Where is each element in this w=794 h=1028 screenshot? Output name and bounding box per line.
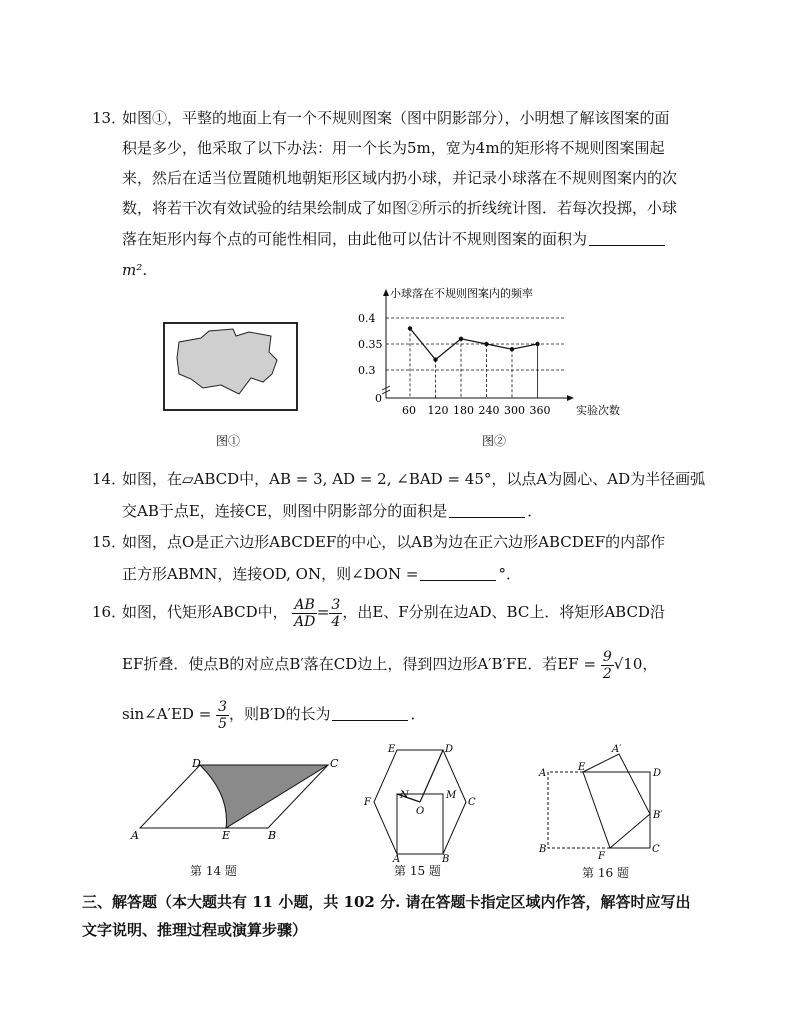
data-point xyxy=(484,342,488,346)
q13-line2: 积是多少，他采取了以下办法：用一个长为5m，宽为4m的矩形将不规则图案围起 xyxy=(122,139,665,157)
y-tick-label: 0.3 xyxy=(358,364,376,377)
fraction-ab-ad xyxy=(292,597,316,630)
x-tick-label: 300 xyxy=(504,404,525,417)
y-tick-label: 0.35 xyxy=(358,338,383,351)
label-q14-b: B xyxy=(268,829,277,842)
ef-num: 9 xyxy=(602,648,612,665)
label-q16-d: D xyxy=(653,768,662,779)
label-q16-f: F xyxy=(598,851,605,862)
ef-root: √10 xyxy=(613,655,643,673)
q15-line1: 如图，点O是正六边形ABCDEF的中心，以AB为边在正六边形ABCDEF的内部作 xyxy=(122,533,666,551)
answer-blank-16[interactable] xyxy=(332,706,408,721)
q16-line3-post: ，则B′D的长为 xyxy=(228,705,331,723)
label-q16-e: E xyxy=(578,762,586,773)
y-tick-label: 0.4 xyxy=(358,312,376,325)
label-q16-a1: A′ xyxy=(612,744,622,755)
section3-line1: 三、解答题（本大题共有 11 小题，共 102 分. 请在答题卡指定区域内作答，解答时应写出 xyxy=(82,893,691,911)
frac1-den: AD xyxy=(293,613,316,630)
q16-line3 xyxy=(122,696,425,732)
label-q16-a: A xyxy=(539,768,547,779)
q16-line1-pre: 如图，代矩形ABCD中， xyxy=(122,603,288,621)
data-point xyxy=(459,337,463,341)
q14-number: 14． xyxy=(92,470,127,488)
x-tick-label: 180 xyxy=(453,404,474,417)
x-tick-label: 360 xyxy=(529,404,551,417)
x-tick-label: 240 xyxy=(478,404,500,417)
label-q15-m: M xyxy=(446,790,457,801)
data-point xyxy=(433,357,437,361)
q13-unit: m² xyxy=(122,261,143,279)
rect-remaining xyxy=(583,772,650,848)
fig1-caption: 图① xyxy=(216,434,241,448)
ef-suffix: ， xyxy=(642,655,658,673)
q15-line2-suffix: °． xyxy=(498,565,521,583)
q16-line1-post: ，出E、F分别在边AD、BC上．将矩形ABCD沿 xyxy=(342,603,665,621)
figure-q14 xyxy=(128,755,343,845)
chart-xlabel: 实验次数 xyxy=(576,404,620,417)
q13-line5-text: 落在矩形内每个点的可能性相同，由此他可以估计不规则图案的面积为 xyxy=(122,230,588,248)
data-point xyxy=(408,326,412,330)
q14-caption: 第 14 题 xyxy=(190,864,237,878)
q13-line3: 来，然后在适当位置随机地朝矩形区域内扔小球，并记录小球落在不规则图案内的次 xyxy=(122,169,678,187)
label-q15-a: A xyxy=(393,854,401,862)
x-tick-label: 60 xyxy=(402,404,416,417)
q14-line1: 如图，在▱ABCD中，AB = 3, AD = 2, ∠BAD = 45°，以点A为圆心、AD为半径画弧 xyxy=(122,470,706,488)
q16-number: 16． xyxy=(92,603,127,621)
q14-line2-suffix: ． xyxy=(527,502,543,520)
answer-blank-13[interactable] xyxy=(589,231,665,246)
figure-q15 xyxy=(360,742,480,862)
original-rect-dashed xyxy=(548,772,610,848)
data-point xyxy=(510,347,514,351)
q16-caption: 第 16 题 xyxy=(582,866,629,880)
x-tick-label: 120 xyxy=(427,404,449,417)
q13-line1: 如图①，平整的地面上有一个不规则图案（图中阴影部分），小明想了解该图案的面 xyxy=(122,109,670,127)
label-q15-c: C xyxy=(468,797,476,808)
q16-line2-pre: EF折叠．使点B的对应点B′落在CD边上，得到四边形A′B′FE．若EF = xyxy=(122,655,597,673)
sin-den: 5 xyxy=(218,715,227,732)
answer-blank-15[interactable] xyxy=(420,566,496,581)
q16-line3-pre: sin∠A′ED = xyxy=(122,705,212,723)
y-axis-arrow xyxy=(383,289,389,296)
q13-unit-suffix: ． xyxy=(142,261,158,279)
label-q16-b: B xyxy=(539,844,547,855)
q16-line3-suffix: ． xyxy=(410,705,426,723)
figure-1 xyxy=(163,322,299,412)
shaded-region xyxy=(200,765,328,828)
label-q15-d: D xyxy=(445,744,454,755)
x-axis-arrow xyxy=(567,395,574,401)
chart-title: 小球落在不规则图案内的频率 xyxy=(390,287,533,300)
folded-quad xyxy=(583,754,650,848)
q16-line2 xyxy=(122,646,657,682)
sin-num: 3 xyxy=(218,698,227,715)
q13-line5 xyxy=(122,229,667,249)
fraction-3-5 xyxy=(216,699,229,732)
q14-line2 xyxy=(122,501,542,521)
section3-line2: 文字说明、推理过程或演算步骤） xyxy=(82,921,308,939)
label-q14-a: A xyxy=(131,829,139,842)
data-point xyxy=(535,342,539,346)
frac2-den: 4 xyxy=(331,613,341,630)
frac-eq: = xyxy=(316,603,330,621)
answer-blank-14[interactable] xyxy=(449,503,525,518)
q16-line1 xyxy=(122,594,665,630)
fig2-caption: 图② xyxy=(482,434,507,448)
label-q15-n: N xyxy=(400,790,409,801)
label-q15-e: E xyxy=(388,744,396,755)
label-q14-c: C xyxy=(330,757,339,770)
label-q16-c: C xyxy=(652,844,660,855)
q15-line2-text: 正方形ABMN，连接OD, ON，则∠DON = xyxy=(122,565,419,583)
label-q15-o: O xyxy=(416,806,425,817)
q13-line4: 数，将若干次有效试验的结果绘制成了如图②所示的折线统计图．若每次投掷，小球 xyxy=(122,199,678,217)
frac2-num: 3 xyxy=(331,596,341,613)
ef-den: 2 xyxy=(602,665,612,682)
figure-q16 xyxy=(536,742,666,862)
label-q15-b: B xyxy=(442,854,450,862)
square-abmn xyxy=(397,794,443,854)
q15-line2 xyxy=(122,564,521,584)
label-q15-f: F xyxy=(364,797,371,808)
q13-number: 13． xyxy=(92,109,127,127)
q13-unit-line xyxy=(122,260,157,280)
chart-origin: 0 xyxy=(375,392,382,405)
q14-line2-text: 交AB于点E，连接CE，则图中阴影部分的面积是 xyxy=(122,502,448,520)
q15-caption: 第 15 题 xyxy=(394,864,441,878)
figure-2-chart xyxy=(350,284,640,424)
label-q14-e: E xyxy=(222,829,231,842)
q15-number: 15． xyxy=(92,533,127,551)
fraction-3-4 xyxy=(329,597,342,630)
label-q16-b1: B′ xyxy=(653,810,663,821)
frac1-num: AB xyxy=(294,596,315,613)
label-q14-d: D xyxy=(192,757,201,770)
fraction-9-2 xyxy=(601,649,614,682)
